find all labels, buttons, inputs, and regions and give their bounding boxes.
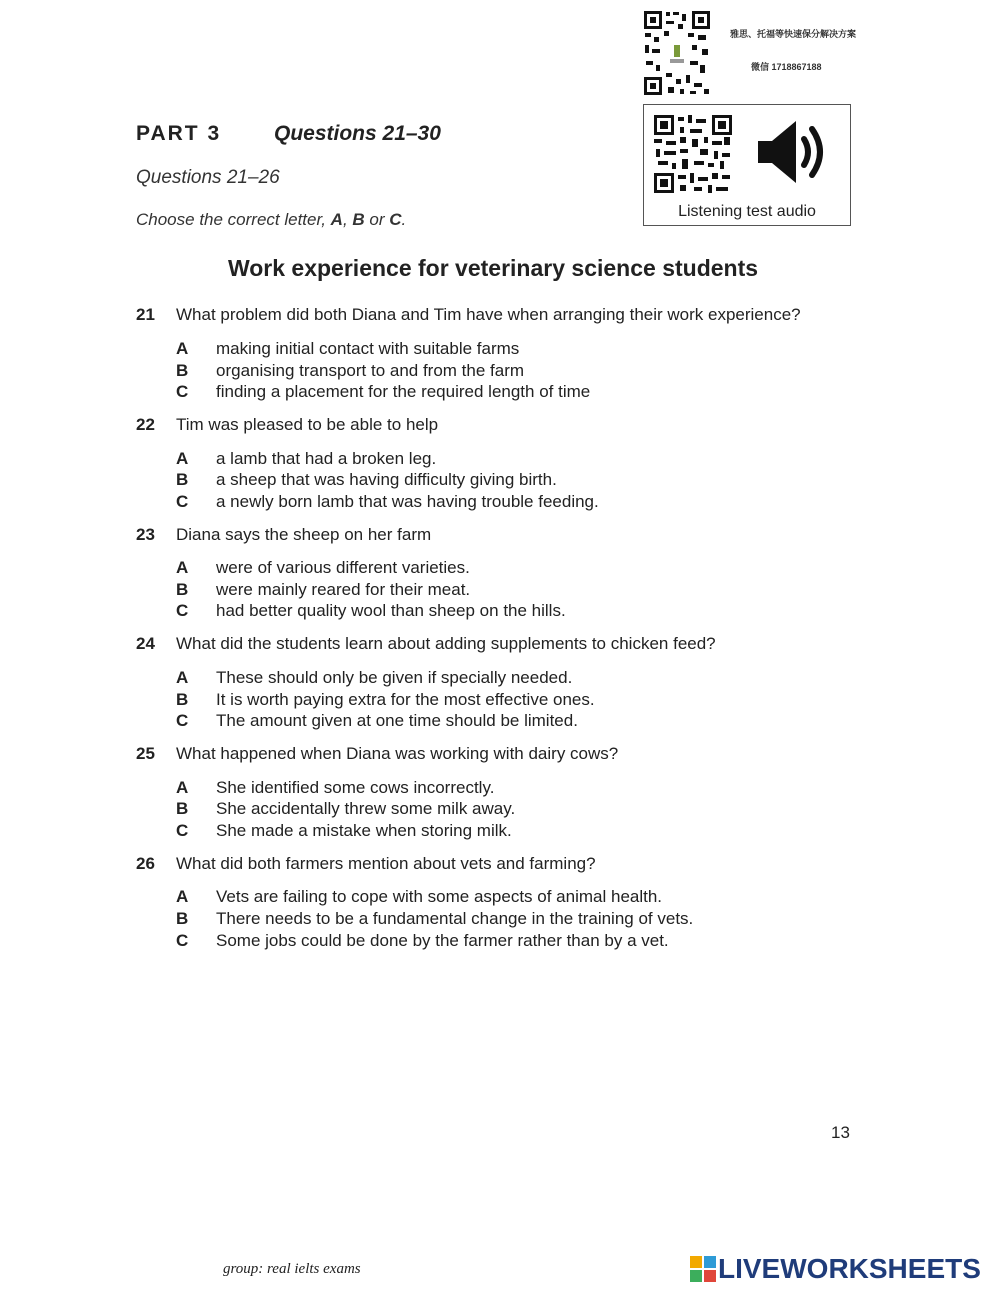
option-text[interactable]: organising transport to and from the farm (216, 361, 525, 380)
option-letter[interactable]: B (176, 361, 189, 380)
option-letter[interactable]: A (176, 449, 189, 468)
option-letter[interactable]: B (176, 580, 189, 599)
option-text[interactable]: a sheep that was having difficulty giving birth. (216, 470, 557, 489)
option-text[interactable]: a lamb that had a broken leg. (216, 449, 437, 468)
option-letter[interactable]: C (176, 382, 189, 401)
option-letter[interactable]: B (176, 909, 189, 928)
question-number: 21 (136, 305, 155, 324)
brand-name: LIVEWORKSHEETS (718, 1253, 981, 1284)
option-letter[interactable]: A (176, 668, 189, 687)
option-letter[interactable]: A (176, 558, 189, 577)
question-number: 24 (136, 634, 155, 653)
option-text[interactable]: These should only be given if specially needed. (216, 668, 573, 687)
liveworksheets-brand[interactable] (690, 1252, 981, 1286)
option-text[interactable]: making initial contact with suitable farms (216, 339, 520, 358)
option-text[interactable]: a newly born lamb that was having trouble feeding. (216, 492, 599, 511)
question-text: What did both farmers mention about vets and farming? (176, 854, 596, 873)
promo-qr-code (642, 9, 712, 97)
option-text[interactable]: Vets are failing to cope with some aspects of animal health. (216, 887, 663, 906)
part-heading: PART 3 (136, 122, 222, 145)
option-letter[interactable]: C (176, 492, 189, 511)
option-text[interactable]: There needs to be a fundamental change in the training of vets. (216, 909, 694, 928)
listening-audio-box[interactable] (643, 104, 851, 226)
audio-label: Listening test audio (678, 203, 816, 220)
question-text: Tim was pleased to be able to help (176, 415, 439, 434)
option-letter[interactable]: C (176, 601, 189, 620)
section-title: Work experience for veterinary science students (227, 255, 759, 281)
option-letter[interactable]: A (176, 778, 189, 797)
question-text: What did the students learn about adding supplements to chicken feed? (176, 634, 716, 653)
speaker-icon[interactable] (756, 119, 830, 185)
question-number: 25 (136, 744, 155, 763)
option-text[interactable]: The amount given at one time should be limited. (216, 711, 578, 730)
option-letter[interactable]: B (176, 470, 189, 489)
option-letter[interactable]: C (176, 711, 189, 730)
question-text: What happened when Diana was working with dairy cows? (176, 744, 619, 763)
option-text[interactable]: It is worth paying extra for the most effective ones. (216, 690, 595, 709)
promo-text-line-1: 雅思、托福等快速保分解决方案 (730, 29, 857, 39)
part-questions-range: Questions 21–30 (274, 122, 441, 145)
question-number: 22 (136, 415, 155, 434)
question-text: Diana says the sheep on her farm (176, 525, 432, 544)
option-text[interactable]: were mainly reared for their meat. (216, 580, 471, 599)
option-text[interactable]: She made a mistake when storing milk. (216, 821, 512, 840)
questions-subheading: Questions 21–26 (136, 167, 280, 188)
promo-text-line-2: 微信 1718867188 (751, 62, 822, 72)
option-letter[interactable]: B (176, 690, 189, 709)
question-number: 26 (136, 854, 155, 873)
option-text[interactable]: She identified some cows incorrectly. (216, 778, 495, 797)
footer-group-text: group: real ielts exams (223, 1261, 361, 1277)
option-text[interactable]: were of various different varieties. (216, 558, 470, 577)
liveworksheets-logo-icon (690, 1256, 716, 1282)
option-letter[interactable]: A (176, 887, 189, 906)
option-letter[interactable]: C (176, 821, 189, 840)
question-text: What problem did both Diana and Tim have when arranging their work experience? (176, 305, 801, 324)
instructions: Choose the correct letter, A, B or C. (136, 210, 407, 229)
option-letter[interactable]: A (176, 339, 189, 358)
option-text[interactable]: had better quality wool than sheep on the hills. (216, 601, 566, 620)
page-number: 13 (831, 1123, 850, 1142)
option-text[interactable]: Some jobs could be done by the farmer rather than by a vet. (216, 931, 669, 950)
option-text[interactable]: She accidentally threw some milk away. (216, 799, 516, 818)
option-letter[interactable]: C (176, 931, 189, 950)
audio-qr-code (654, 115, 732, 193)
option-text[interactable]: finding a placement for the required length of time (216, 382, 591, 401)
option-letter[interactable]: B (176, 799, 189, 818)
question-number: 23 (136, 525, 155, 544)
